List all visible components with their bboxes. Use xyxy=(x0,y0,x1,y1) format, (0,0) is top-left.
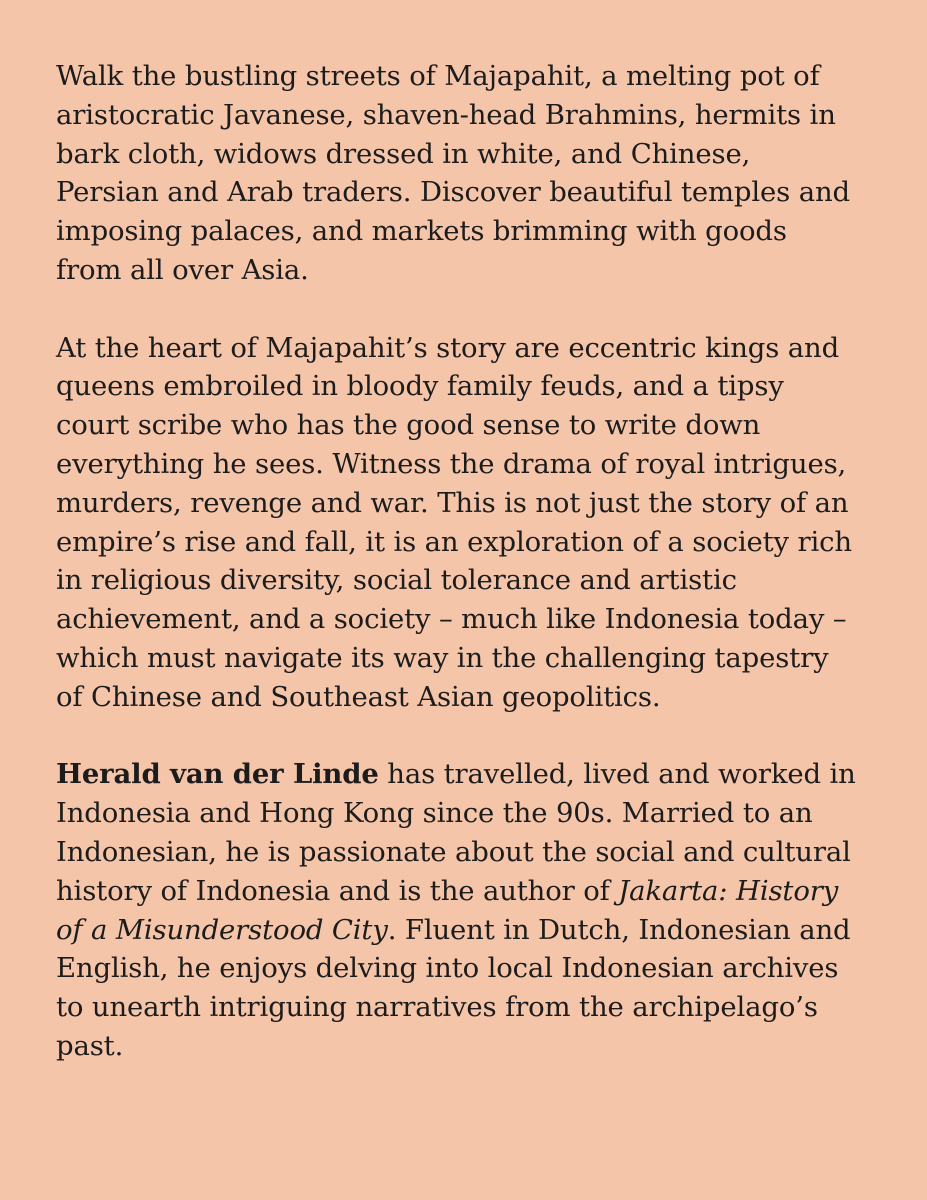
text-line: past. xyxy=(56,1029,124,1062)
text-line: At the heart of Majapahit’s story are eccentric kings and xyxy=(56,331,840,364)
text-line: achievement, and a society – much like Indonesia today – xyxy=(56,603,847,636)
text-line: imposing palaces, and markets brimming with goods xyxy=(56,215,787,248)
text-line xyxy=(56,872,877,911)
book-title: of a Misunderstood City xyxy=(56,913,388,946)
text-line: bark cloth, widows dressed in white, and Chinese, xyxy=(56,137,751,170)
text-line: murders, revenge and war. This is not just the story of an xyxy=(56,486,849,519)
text-line: everything he sees. Witness the drama of royal intrigues, xyxy=(56,447,847,480)
text-line: Indonesian, he is passionate about the social and cultural xyxy=(56,835,851,868)
author-name: Herald van der Linde xyxy=(56,758,379,791)
blurb-paragraph-2 xyxy=(56,329,877,717)
book-title: Jakarta: History xyxy=(618,874,839,907)
author-bio-text: . Fluent in Dutch, Indonesian and xyxy=(387,913,851,946)
text-line: empire’s rise and fall, it is an exploration of a society rich xyxy=(56,525,852,558)
text-line: Indonesia and Hong Kong since the 90s. Married to an xyxy=(56,797,813,830)
blurb-paragraph-1 xyxy=(56,57,877,290)
text-line: which must navigate its way in the challenging tapestry xyxy=(56,641,829,674)
text-line: from all over Asia. xyxy=(56,253,309,286)
text-line: Walk the bustling streets of Majapahit, a melting pot of xyxy=(56,60,820,92)
text-line: of Chinese and Southeast Asian geopolitics. xyxy=(56,680,661,713)
text-line: English, he enjoys delving into local Indonesian archives xyxy=(56,952,839,985)
text-line: queens embroiled in bloody family feuds, and a tipsy xyxy=(56,370,784,403)
author-bio-paragraph xyxy=(56,755,877,1065)
text-line: Persian and Arab traders. Discover beautiful temples and xyxy=(56,176,850,209)
text-line: to unearth intriguing narratives from the archipelago’s xyxy=(56,991,818,1024)
author-bio-text: has travelled, lived and worked in xyxy=(378,758,856,791)
text-line: aristocratic Javanese, shaven-head Brahmins, hermits in xyxy=(56,98,836,131)
text-line: in religious diversity, social tolerance and artistic xyxy=(56,564,737,597)
text-line xyxy=(56,911,877,950)
author-bio-text: history of Indonesia and is the author of xyxy=(56,874,619,907)
text-line xyxy=(56,755,877,794)
text-line: court scribe who has the good sense to write down xyxy=(56,409,761,442)
